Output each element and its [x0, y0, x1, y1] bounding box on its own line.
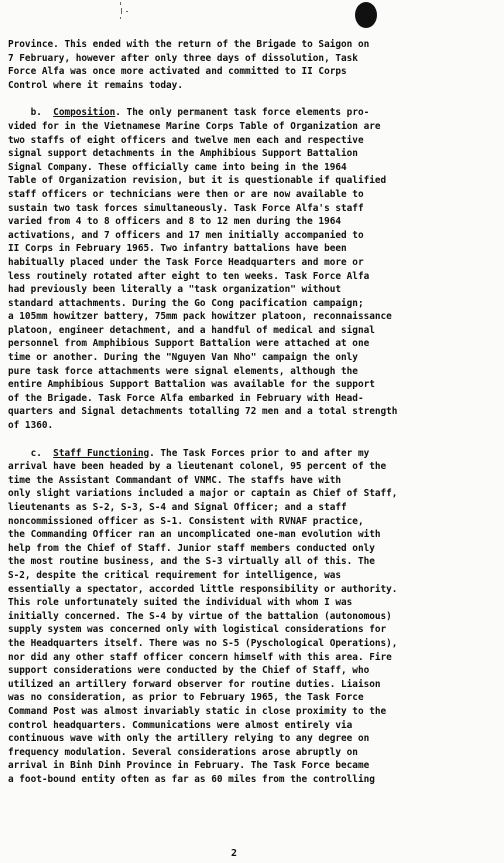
text-line: Control where it remains today. [8, 79, 183, 91]
text-line: two staffs of eight officers and twelve men each and respective [8, 134, 364, 146]
text-line: time the Assistant Commandant of VNMC. The staffs have with [8, 474, 342, 486]
text-line: arrival have been headed by a lieutenant colonel, 95 percent of the [8, 461, 387, 473]
page-number: 2 [230, 848, 238, 859]
scan-specks [118, 2, 132, 22]
text-line: entire Amphibious Support Battalion was available for the support [8, 379, 375, 391]
text-line: a foot-bound entity often as far as 60 miles from the controlling [8, 773, 375, 785]
text-line: support considerations were conducted by the Chief of Staff, who [8, 665, 370, 677]
text-line: S-2, despite the critical requirement for intelligence, was [8, 569, 342, 581]
text-line: This role unfortunately suited the individual with whom I was [8, 597, 353, 609]
text-line: vided for in the Vietnamese Marine Corps Table of Organization are [8, 120, 381, 132]
text-line: control headquarters. Communications were almost entirely via [8, 719, 353, 731]
text-line: initially concerned. The S-4 by virtue of the battalion (autonomous) [8, 610, 392, 622]
text-line: signal support detachments in the Amphibious Support Battalion [8, 148, 358, 160]
text-line: personnel from Amphibious Support Battalion were attached at one [8, 338, 370, 350]
text-line: varied from 4 to 8 officers and 8 to 12 men during the 1964 [8, 216, 342, 228]
text-line: supply system was concerned only with logistical considerations for [8, 624, 387, 636]
text-line: the Commanding Officer ran an uncomplicated one-man evolution with [8, 529, 381, 541]
text-line: staff officers or technicians were then or are now available to [8, 188, 364, 200]
section-c-first-line-rest: . The Task Forces prior to and after my [149, 447, 370, 459]
text-line: standard attachments. During the Go Cong pacification campaign; [8, 297, 364, 309]
punch-hole [355, 2, 377, 28]
text-line: the most routine business, and the S-3 virtually all of this. The [8, 556, 375, 568]
text-line: Signal Company. These officially came into being in the 1964 [8, 161, 347, 173]
section-b-letter: b. [30, 107, 42, 119]
text-line: only slight variations included a major or captain as Chief of Staff, [8, 488, 398, 500]
text-line: 7 February, however after only three days of dissolution, Task [8, 52, 358, 64]
text-line: sustain two task forces simultaneously. Task Force Alfa's staff [8, 202, 364, 214]
section-b-heading: Composition [53, 107, 116, 119]
text-line: utilized an artillery forward observer for routine duties. Liaison [8, 678, 381, 690]
text-line: frequency modulation. Several considerations arose abruptly on [8, 746, 358, 758]
text-line: continuous wave with only the artillery relying to any degree on [8, 733, 370, 745]
text-line: had previously been literally a "task organization" without [8, 284, 342, 296]
section-c-letter: c. [30, 447, 42, 459]
text-line: noncommissioned officer as S-1. Consistent with RVNAF practice, [8, 515, 364, 527]
section-c-heading: Staff Functioning [53, 447, 150, 459]
text-line: of the Brigade. Task Force Alfa embarked in February with Head- [8, 392, 364, 404]
text-line: platoon, engineer detachment, and a handful of medical and signal [8, 324, 375, 336]
text-line: essentially a spectator, accorded little responsibility or authority. [8, 583, 398, 595]
text-line: pure task force attachments were signal elements, although the [8, 365, 358, 377]
section-b-paragraph [8, 106, 498, 432]
text-line: of 1360. [8, 420, 54, 432]
text-line: time or another. During the "Nguyen Van Nho" campaign the only [8, 352, 358, 364]
body-text [8, 38, 498, 786]
text-line: was no consideration, as prior to February 1965, the Task Force [8, 692, 364, 704]
section-b-first-line [8, 106, 498, 120]
text-line: Force Alfa was once more activated and committed to II Corps [8, 66, 347, 78]
text-line: quarters and Signal detachments totalling 72 men and a total strength [8, 406, 398, 418]
text-line: nor did any other staff officer concern himself with this area. Fire [8, 651, 392, 663]
section-c-first-line [8, 447, 498, 461]
text-line: help from the Chief of Staff. Junior staff members conducted only [8, 542, 375, 554]
text-line: habitually placed under the Task Force Headquarters and more or [8, 256, 364, 268]
text-line: the Headquarters itself. There was no S-5 (Pyschological Operations), [8, 637, 398, 649]
section-c-paragraph [8, 447, 498, 787]
text-line: II Corps in February 1965. Two infantry battalions have been [8, 243, 347, 255]
text-line: arrival in Binh Dinh Province in February. The Task Force became [8, 760, 370, 772]
text-line: less routinely rotated after eight to ten weeks. Task Force Alfa [8, 270, 370, 282]
intro-paragraph [8, 38, 498, 92]
text-line: lieutenants as S-2, S-3, S-4 and Signal Officer; and a staff [8, 502, 347, 513]
text-line: a 105mm howitzer battery, 75mm pack howitzer platoon, reconnaissance [8, 311, 392, 323]
text-line: activations, and 7 officers and 17 men initially accompanied to [8, 229, 364, 241]
text-line: Province. This ended with the return of the Brigade to Saigon on [8, 39, 370, 50]
text-line: Command Post was almost invariably static in close proximity to the [8, 705, 387, 717]
text-line: Table of Organization revision, but it is questionable if qualified [8, 175, 387, 187]
section-b-first-line-rest: . The only permanent task force elements pro- [115, 107, 370, 119]
